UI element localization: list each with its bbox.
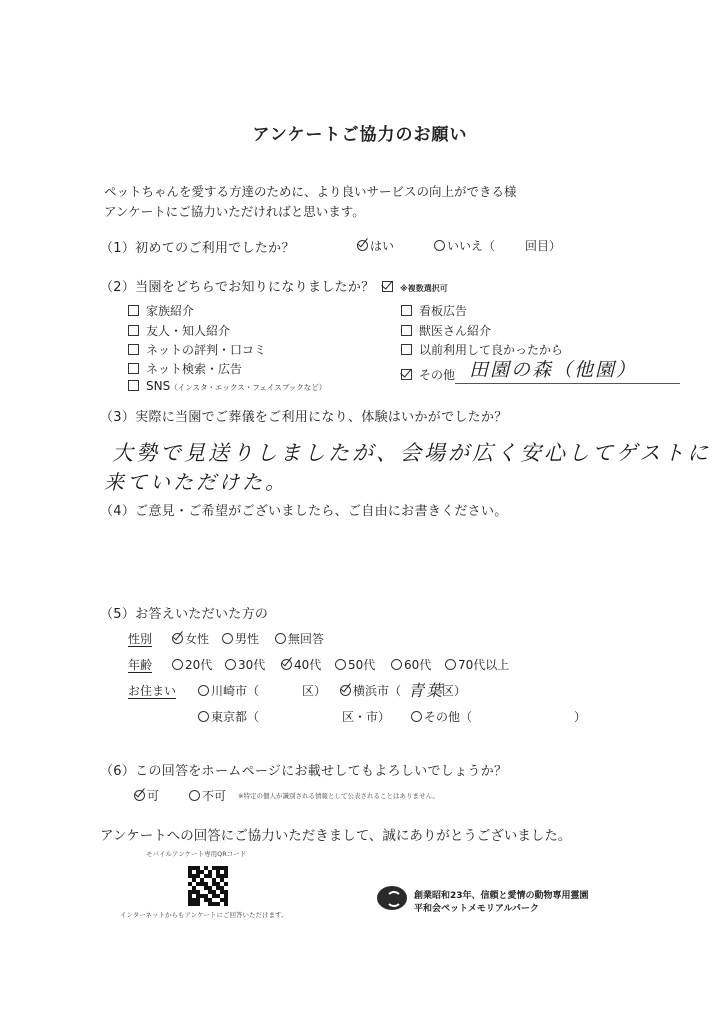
radio-circle-icon (198, 685, 209, 696)
residence-yokohama-option[interactable] (340, 682, 401, 699)
residence-tokyo-option[interactable] (198, 708, 259, 725)
qr-code-icon[interactable] (188, 866, 228, 906)
residence-label: お住まい (128, 684, 177, 698)
multi-select-check-icon (382, 281, 393, 292)
q2-option-family[interactable] (128, 302, 194, 319)
q2-option-friend[interactable] (128, 322, 230, 339)
checkbox-icon (401, 325, 412, 336)
option-label: 無回答 (288, 632, 325, 646)
yokohama-ward-handwritten: 青葉 (408, 681, 445, 700)
q2-multi-checkbox (382, 276, 448, 295)
q1-yes-checkmark-icon (357, 240, 368, 251)
intro-line-2: アンケートにご協力いただければと思います。 (104, 204, 365, 219)
page-title: アンケートご協力のお願い (252, 125, 468, 145)
radio-circle-icon (411, 711, 422, 722)
residence-other-option[interactable] (411, 708, 472, 725)
radio-circle-icon (222, 633, 233, 644)
radio-circle-icon (391, 659, 402, 670)
option-label: SNS (146, 379, 171, 393)
yokohama-ku-close: 区） (442, 684, 467, 698)
gender-none-option[interactable] (275, 630, 324, 647)
residence-kawasaki-option[interactable] (198, 682, 259, 699)
q3-label: （3）実際に当園でご葬儀をご利用になり、体験はいかがでしたか？ (100, 410, 508, 425)
age-40s-option[interactable] (281, 656, 321, 673)
option-label: ネットの評判・口コミ (146, 343, 267, 357)
option-label: 30代 (238, 658, 266, 672)
web-note: インターネットからもアンケートにご回答いただけます。 (120, 911, 288, 919)
q2-other-underline (455, 383, 680, 384)
option-label: その他 (419, 368, 456, 382)
thanks-message: アンケートへの回答にご協力いただきまして、誠にありがとうございました。 (100, 828, 572, 844)
q6-no-option[interactable] (189, 787, 226, 804)
company-tagline: 創業昭和23年、信頼と愛情の動物専用霊園 (414, 891, 589, 901)
option-label: 家族紹介 (146, 304, 195, 318)
checked-circle-icon (134, 790, 145, 801)
age-30s-option[interactable] (225, 656, 265, 673)
radio-circle-icon (198, 711, 209, 722)
q1-no-label: いいえ（ (447, 239, 496, 253)
radio-circle-icon (445, 659, 456, 670)
option-label: 可 (147, 789, 160, 803)
q1-no-radio-icon (434, 240, 445, 251)
gender-label: 性別 (128, 632, 153, 646)
q1-times-label: 回目） (525, 239, 562, 253)
checkbox-icon (128, 325, 139, 336)
company-name: 平和会ペットメモリアルパーク (414, 904, 539, 914)
q5-label: （5）お答えいただいた方の (100, 607, 269, 622)
option-label: 70代以上 (458, 658, 510, 672)
checkbox-icon (128, 305, 139, 316)
age-70s-option[interactable] (445, 656, 509, 673)
radio-circle-icon (335, 659, 346, 670)
option-label: その他（ (424, 710, 473, 724)
radio-circle-icon (189, 790, 200, 801)
q1-yes-label: はい (370, 239, 395, 253)
kawasaki-ku-close: 区） (302, 684, 327, 698)
option-label: 不可 (202, 789, 227, 803)
checkbox-icon (128, 363, 139, 374)
q2-option-signboard[interactable] (401, 302, 467, 319)
q2-label: （2）当園をどちらでお知りになりましたか？ (100, 280, 375, 295)
option-label: 40代 (294, 658, 322, 672)
option-label: 男性 (235, 632, 260, 646)
q6-note: ※特定の個人が識別される情報として公表されることはありません。 (238, 792, 439, 800)
q3-answer-line-1: 大勢で見送りしましたが、会場が広く安心してゲストに (112, 441, 712, 465)
q1-no-option[interactable] (434, 237, 495, 254)
option-label: 友人・知人紹介 (146, 324, 231, 338)
checked-circle-icon (172, 633, 183, 644)
option-label: 川崎市（ (211, 684, 260, 698)
radio-circle-icon (225, 659, 236, 670)
checked-circle-icon (281, 659, 292, 670)
gender-male-option[interactable] (222, 630, 259, 647)
sns-note: （インスタ・エックス・フェイスブックなど） (170, 383, 327, 392)
checked-circle-icon (340, 685, 351, 696)
option-label: 60代 (404, 658, 432, 672)
q6-label: （6）この回答をホームページにお載せしてもよろしいでしょうか？ (100, 764, 508, 779)
q6-yes-option[interactable] (134, 787, 159, 804)
option-label: 横浜市（ (353, 684, 402, 698)
option-label: 50代 (348, 658, 376, 672)
q2-option-sns[interactable] (128, 379, 326, 393)
radio-circle-icon (275, 633, 286, 644)
option-label: 以前利用して良かったから (419, 343, 564, 357)
q4-label: （4）ご意見・ご希望がございましたら、ご自由にお書きください。 (100, 504, 508, 519)
age-20s-option[interactable] (172, 656, 212, 673)
intro-line-1: ペットちゃんを愛する方達のために、より良いサービスの向上ができる様 (104, 184, 517, 199)
radio-circle-icon (172, 659, 183, 670)
q2-option-search[interactable] (128, 360, 242, 377)
tokyo-close: 区・市） (342, 710, 391, 724)
age-50s-option[interactable] (335, 656, 375, 673)
gender-female-option[interactable] (172, 630, 209, 647)
q2-other-handwritten: 田園の森（他園） (469, 359, 638, 381)
option-label: 東京都（ (211, 710, 260, 724)
checkbox-icon (401, 344, 412, 355)
q2-multi-note: ※複数選択可 (400, 284, 448, 293)
option-label: ネット検索・広告 (146, 362, 243, 376)
q2-option-reviews[interactable] (128, 341, 266, 358)
checkbox-icon (128, 380, 139, 391)
option-label: 20代 (185, 658, 213, 672)
q2-option-other[interactable] (401, 366, 455, 383)
checkbox-icon (128, 344, 139, 355)
option-label: 女性 (185, 632, 210, 646)
checkbox-checked-icon (401, 369, 412, 380)
option-label: 獣医さん紹介 (419, 324, 492, 338)
age-60s-option[interactable] (391, 656, 431, 673)
qr-caption: モバイルアンケート専用QRコード (146, 850, 247, 858)
q1-label: （1）初めてのご利用でしたか？ (100, 241, 295, 256)
q2-option-vet[interactable] (401, 322, 491, 339)
company-logo-icon (377, 886, 407, 910)
checkbox-icon (401, 305, 412, 316)
q3-answer-line-2: 来ていただけた。 (104, 470, 288, 494)
age-label: 年齢 (128, 658, 153, 672)
other-close: ） (574, 710, 587, 724)
q1-yes-option[interactable] (357, 237, 394, 254)
option-label: 看板広告 (419, 304, 468, 318)
